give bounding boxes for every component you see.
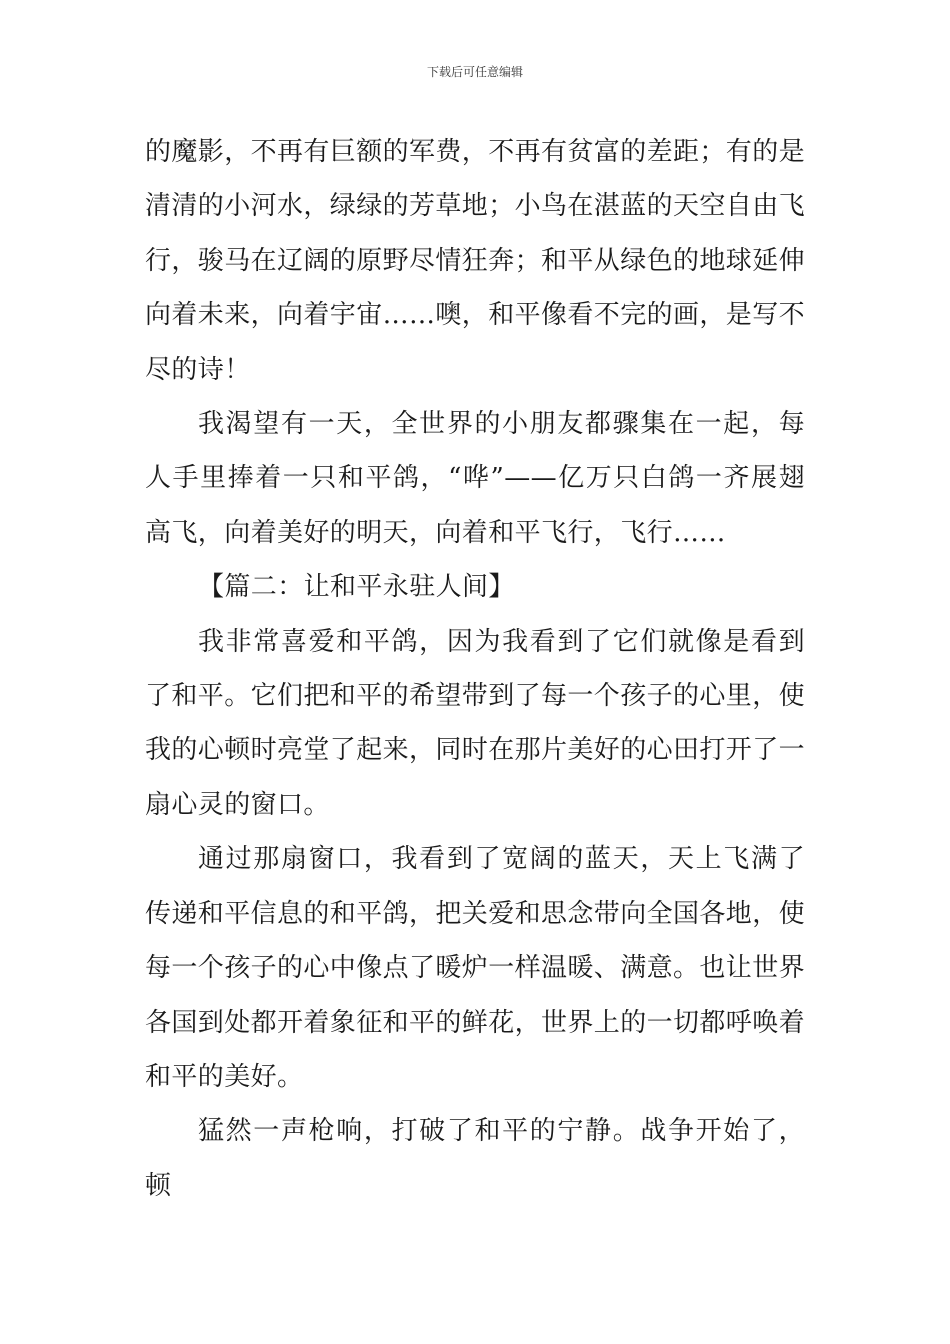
section-title: 【篇二：让和平永驻人间】 <box>198 572 515 603</box>
paragraph-5: 猛然一声枪响，打破了和平的宁静。战争开始了，顿 <box>145 1116 805 1201</box>
paragraph-2: 我渴望有一天，全世界的小朋友都骤集在一起，每人手里捧着一只和平鸽，“哗”——亿万只白鸽一齐展翅高飞，向着美好的明天，向着和平飞行，飞行…… <box>145 409 805 548</box>
paragraph-4: 通过那扇窗口，我看到了宽阔的蓝天，天上飞满了传递和平信息的和平鸽，把关爱和思念带向全国各地，使每一个孩子的心中像点了暖炉一样温暖、满意。也让世界各国到处都开着象征和平的鲜花，世界上的一切都呼唤着和平的美好。 <box>145 844 806 1092</box>
paragraph-3: 我非常喜爱和平鸽，因为我看到了它们就像是看到了和平。它们把和平的希望带到了每一个孩子的心里，使我的心顿时亮堂了起来，同时在那片美好的心田打开了一扇心灵的窗口。 <box>145 626 806 820</box>
page-header-note: 下载后可任意编辑 <box>426 65 523 79</box>
paragraph-1: 的魔影，不再有巨额的军费，不再有贫富的差距；有的是清清的小河水，绿绿的芳草地；小鸟在湛蓝的天空自由飞行，骏马在辽阔的原野尽情狂奔；和平从绿色的地球延伸向着未来，向着宇宙……噢，和平像看不完的画，是写不尽的诗！ <box>145 137 806 385</box>
document-body <box>145 125 805 1213</box>
